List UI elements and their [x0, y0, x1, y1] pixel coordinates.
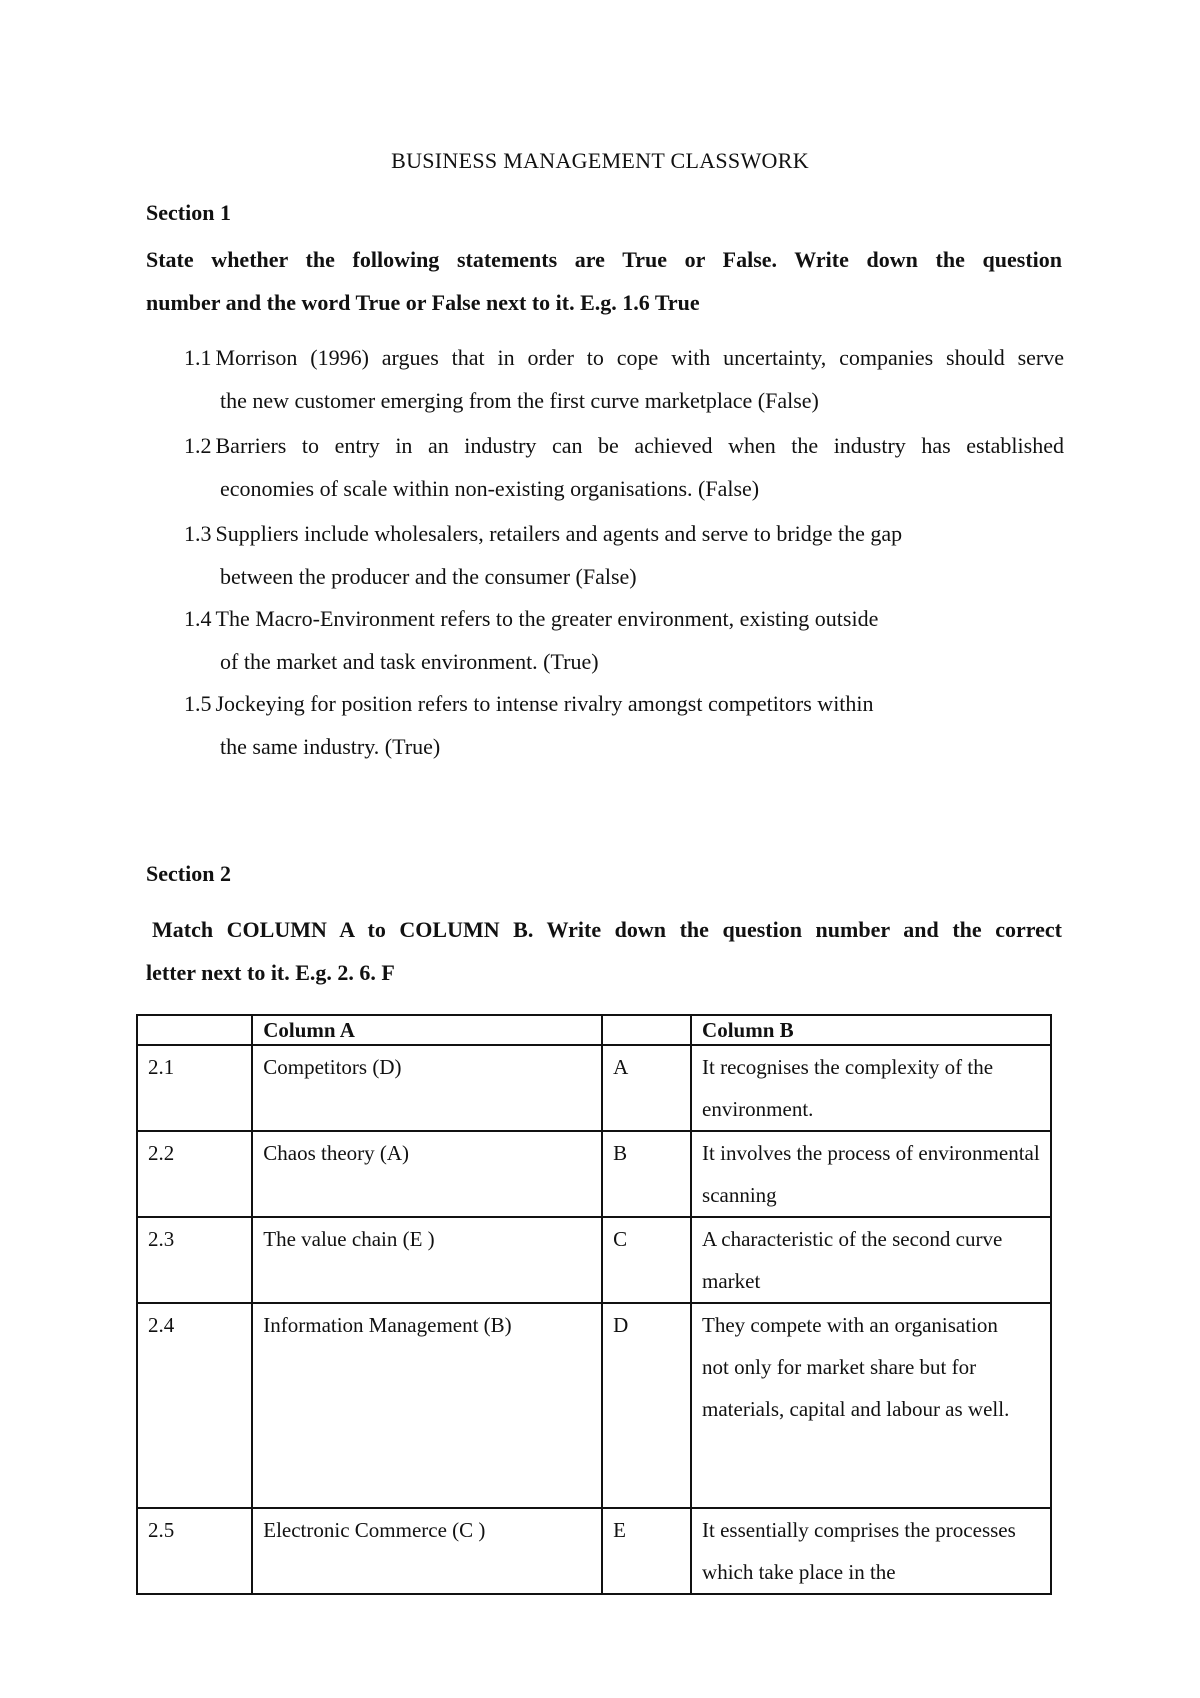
- column-a-header: Column A: [252, 1015, 602, 1045]
- section-1-heading: Section 1: [146, 200, 231, 225]
- question-number: 1.1: [184, 345, 212, 370]
- table-row: [137, 1303, 1051, 1508]
- column-a-item: The value chain (E ): [252, 1217, 602, 1303]
- column-a-item: Electronic Commerce (C ): [252, 1508, 602, 1594]
- question-text-line1: Jockeying for position refers to intense rivalry amongst competitors within: [215, 691, 874, 716]
- question-text-line1: Barriers to entry in an industry can be achieved when the industry has established: [215, 433, 1064, 458]
- column-b-item: It involves the process of environmental scanning: [691, 1131, 1051, 1217]
- question-1-3: [184, 512, 1064, 598]
- column-a-item: Competitors (D): [252, 1045, 602, 1131]
- question-text-line2: between the producer and the consumer (False): [220, 564, 637, 589]
- section-1-instruction-line2: number and the word True or False next to it. E.g. 1.6 True: [146, 290, 700, 315]
- column-a-item: Information Management (B): [252, 1303, 602, 1508]
- row-number: 2.5: [137, 1508, 252, 1594]
- header-blank-cell: [137, 1015, 252, 1045]
- section-2-instruction-line2: letter next to it. E.g. 2. 6. F: [146, 960, 395, 985]
- section-1-instruction: [146, 238, 1062, 324]
- section-2-instruction-line1: Match COLUMN A to COLUMN B. Write down the question number and the correct: [152, 917, 1062, 942]
- question-1-2: [184, 424, 1064, 510]
- row-letter: A: [602, 1045, 691, 1131]
- question-text-line2: the new customer emerging from the first curve marketplace (False): [220, 388, 819, 413]
- row-number: 2.4: [137, 1303, 252, 1508]
- question-1-4: [184, 597, 1064, 683]
- question-text-line1: Suppliers include wholesalers, retailers and agents and serve to bridge the gap: [215, 521, 903, 546]
- section-2-heading: Section 2: [146, 861, 231, 886]
- matching-table: [136, 1014, 1052, 1595]
- column-b-header: Column B: [691, 1015, 1051, 1045]
- row-letter: E: [602, 1508, 691, 1594]
- row-number: 2.3: [137, 1217, 252, 1303]
- question-text-line1: The Macro-Environment refers to the greater environment, existing outside: [215, 606, 879, 631]
- question-text-line2: economies of scale within non-existing organisations. (False): [220, 476, 760, 501]
- question-number: 1.2: [184, 433, 212, 458]
- question-number: 1.4: [184, 606, 212, 631]
- column-a-item: Chaos theory (A): [252, 1131, 602, 1217]
- header-blank-cell: [602, 1015, 691, 1045]
- row-letter: C: [602, 1217, 691, 1303]
- question-text-line2: of the market and task environment. (True): [220, 649, 599, 674]
- row-letter: B: [602, 1131, 691, 1217]
- question-1-5: [184, 682, 1064, 768]
- table-header-row: [137, 1015, 1051, 1045]
- column-b-item: It recognises the complexity of the environment.: [691, 1045, 1051, 1131]
- table-row: [137, 1217, 1051, 1303]
- question-text-line1: Morrison (1996) argues that in order to cope with uncertainty, companies should serve: [215, 345, 1064, 370]
- section-1-instruction-line1: State whether the following statements are True or False. Write down the question: [146, 247, 1062, 272]
- section-2-instruction: [146, 908, 1062, 994]
- column-b-item: They compete with an organisation not only for market share but for materials, capital and labour as well.: [691, 1303, 1051, 1508]
- row-letter: D: [602, 1303, 691, 1508]
- table-row: [137, 1045, 1051, 1131]
- question-text-line2: the same industry. (True): [220, 734, 441, 759]
- page-title: BUSINESS MANAGEMENT CLASSWORK: [391, 148, 809, 173]
- question-1-1: [184, 336, 1064, 422]
- row-number: 2.1: [137, 1045, 252, 1131]
- question-number: 1.5: [184, 691, 212, 716]
- question-number: 1.3: [184, 521, 212, 546]
- row-number: 2.2: [137, 1131, 252, 1217]
- table-row: [137, 1131, 1051, 1217]
- table-row: [137, 1508, 1051, 1594]
- column-b-item: It essentially comprises the processes which take place in the: [691, 1508, 1051, 1594]
- column-b-item: A characteristic of the second curve market: [691, 1217, 1051, 1303]
